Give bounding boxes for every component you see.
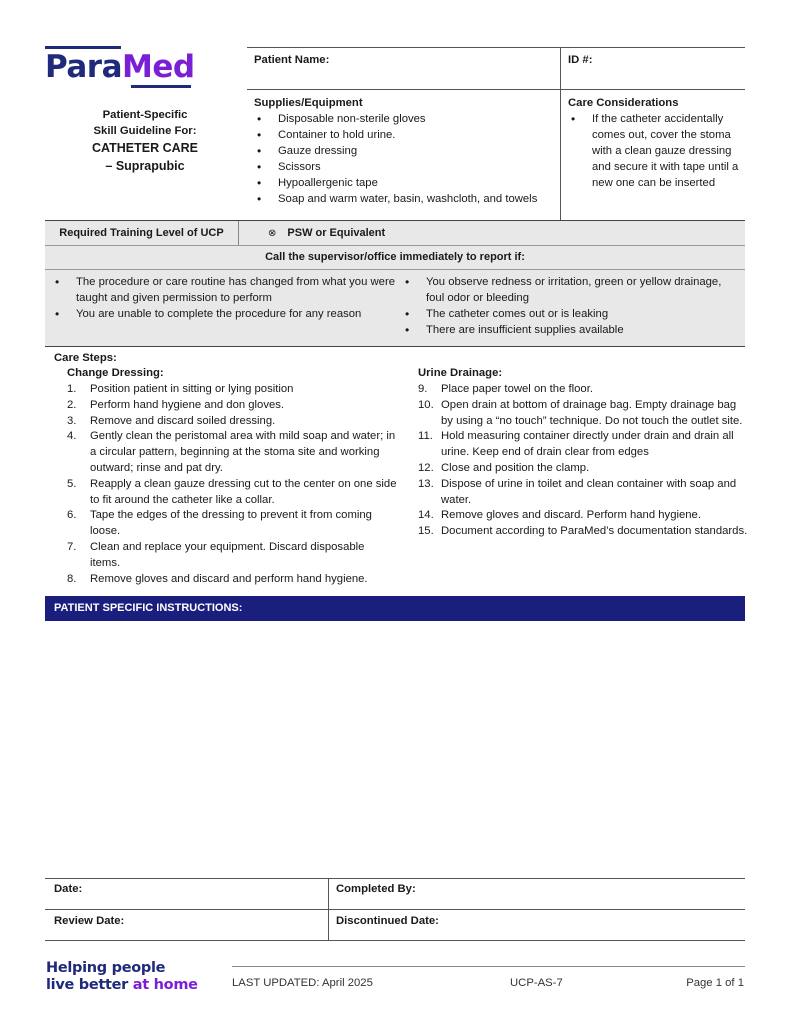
tagline-line2 — [46, 977, 198, 994]
step-text: Reapply a clean gauze dressing cut to the center on one side to fit around the catheter like a collar. — [90, 477, 397, 506]
table-border-top — [247, 47, 745, 48]
step-number: 5. — [67, 477, 77, 490]
step-text: Document according to ParaMed’s documentation standards. — [441, 525, 748, 538]
discontinued-date-field[interactable]: Discontinued Date: — [336, 915, 439, 927]
supplies-title: Supplies/Equipment — [254, 97, 363, 109]
step-text: Remove gloves and discard. Perform hand hygiene. — [441, 509, 701, 522]
training-level-label: Required Training Level of UCP — [59, 227, 224, 239]
patient-specific-instructions-header: PATIENT SPECIFIC INSTRUCTIONS: — [45, 596, 745, 621]
step-item — [418, 398, 748, 430]
step-item — [418, 524, 748, 540]
step-text: Perform hand hygiene and don gloves. — [90, 398, 285, 411]
step-text: Dispose of urine in toilet and clean container with soap and water. — [441, 477, 737, 506]
step-item — [67, 540, 397, 572]
step-text: Open drain at bottom of drainage bag. Empty drainage bag by using a “no touch” technique. Do not touch the outlet site. — [441, 398, 743, 427]
change-dressing-title: Change Dressing: — [67, 367, 164, 379]
band-border-bottom — [45, 346, 745, 347]
step-text: Clean and replace your equipment. Discard disposable items. — [90, 540, 365, 569]
step-number: 9. — [418, 383, 428, 395]
skill-title-line2: Skill Guideline For: — [93, 125, 197, 137]
tagline-line1: Helping people — [46, 960, 166, 976]
completed-by-field[interactable]: Completed By: — [336, 883, 416, 895]
step-number: 14. — [418, 509, 434, 522]
tagline-part-b: at home — [132, 977, 198, 993]
logo-bar-bottom — [131, 85, 191, 88]
document-code: UCP-AS-7 — [510, 977, 563, 989]
supply-item: • Container to hold urine. — [254, 127, 559, 143]
report-item: • You observe redness or irritation, green or yellow drainage, foul odor or bleeding — [402, 274, 742, 306]
skill-title-line1: Patient-Specific — [102, 109, 188, 121]
step-item — [67, 429, 397, 476]
supplies-section — [254, 96, 559, 207]
report-title: Call the supervisor/office immediately to report if: — [265, 251, 525, 263]
step-item — [418, 477, 748, 509]
step-number: 13. — [418, 477, 434, 490]
urine-drainage-steps — [418, 382, 748, 540]
step-text: Remove gloves and discard and perform hand hygiene. — [90, 572, 368, 585]
step-item — [67, 382, 397, 398]
step-number: 6. — [67, 509, 77, 522]
step-text: Gently clean the peristomal area with mild soap and water; in a circular pattern, beginning at the stoma site and working outward; rinse and pat dry. — [90, 430, 396, 474]
step-number: 7. — [67, 540, 77, 553]
step-number: 1. — [67, 383, 77, 395]
change-dressing-steps — [67, 382, 397, 587]
report-item: • There are insufficient supplies available — [402, 322, 742, 338]
care-steps-title: Care Steps: — [54, 352, 117, 364]
step-number: 10. — [418, 398, 434, 411]
patient-id-label: ID #: — [568, 54, 593, 66]
step-text: Close and position the clamp. — [441, 461, 590, 474]
report-conditions-right — [402, 274, 742, 338]
care-consideration-item: • If the catheter accidentally comes out, cover the stoma with a clean gauze dressing and secure it with tape until a new one can be inserted — [568, 111, 744, 191]
logo-wordmark — [45, 50, 195, 84]
step-item — [67, 508, 397, 540]
patient-id-field[interactable] — [568, 54, 592, 66]
supply-item: • Scissors — [254, 159, 559, 175]
report-conditions-left — [52, 274, 397, 322]
date-field[interactable]: Date: — [54, 883, 83, 895]
step-text: Tape the edges of the dressing to prevent it from coming loose. — [90, 509, 372, 538]
step-number: 2. — [67, 398, 77, 411]
supply-item: • Hypoallergenic tape — [254, 175, 559, 191]
logo-para: Para — [45, 49, 123, 85]
report-title-border — [45, 269, 745, 270]
care-considerations-section — [568, 96, 744, 191]
step-item — [418, 461, 748, 477]
step-item — [418, 508, 748, 524]
step-text: Position patient in sitting or lying position — [90, 383, 294, 395]
table-divider-vertical — [560, 47, 561, 221]
care-considerations-title: Care Considerations — [568, 97, 679, 109]
step-number: 4. — [67, 430, 77, 443]
step-number: 8. — [67, 572, 77, 585]
patient-specific-instructions-area[interactable] — [45, 621, 745, 876]
patient-name-label: Patient Name: — [254, 54, 330, 66]
tagline-part-a: live better — [46, 977, 133, 993]
skill-title-subtype: – Suprapubic — [105, 159, 185, 173]
training-level-text: PSW or Equivalent — [287, 227, 386, 239]
step-number: 11. — [418, 430, 433, 443]
step-number: 12. — [418, 461, 434, 474]
report-item: • The procedure or care routine has changed from what you were taught and given permission to perform — [52, 274, 397, 306]
step-item — [67, 572, 397, 588]
signoff-border-bottom — [45, 940, 745, 941]
signoff-border-top — [45, 878, 745, 879]
step-item — [418, 382, 748, 398]
skill-guideline-title — [45, 107, 245, 175]
step-text: Hold measuring container directly under drain and drain all urine. Keep end of drain clear from edges — [441, 430, 734, 459]
last-updated: LAST UPDATED: April 2025 — [232, 977, 373, 989]
step-item — [67, 477, 397, 509]
logo-med: Med — [122, 49, 195, 85]
paramed-logo — [45, 46, 195, 90]
training-divider — [238, 221, 239, 245]
step-item — [67, 398, 397, 414]
report-item: • You are unable to complete the procedure for any reason — [52, 306, 397, 322]
skill-title-procedure: CATHETER CARE — [91, 141, 199, 155]
step-item — [418, 429, 748, 461]
review-date-field[interactable]: Review Date: — [54, 915, 125, 927]
step-text: Place paper towel on the floor. — [441, 383, 593, 395]
supply-item: • Soap and warm water, basin, washcloth, and towels — [254, 191, 559, 207]
step-number: 3. — [67, 414, 77, 427]
step-item — [67, 414, 397, 430]
table-border-mid — [247, 89, 745, 90]
page-number: Page 1 of 1 — [686, 977, 744, 989]
signoff-border-mid — [45, 909, 745, 910]
supplies-list — [254, 111, 559, 207]
circled-x-icon: ⊗ — [268, 228, 277, 239]
footer-rule — [232, 966, 745, 967]
supply-item: • Disposable non-sterile gloves — [254, 111, 559, 127]
training-level-value — [268, 221, 385, 245]
care-considerations-list — [568, 111, 744, 191]
urine-drainage-title: Urine Drainage: — [418, 367, 503, 379]
supply-item: • Gauze dressing — [254, 143, 559, 159]
report-list-right — [402, 274, 742, 338]
report-item: • The catheter comes out or is leaking — [402, 306, 742, 322]
report-list-left — [52, 274, 397, 322]
step-text: Remove and discard soiled dressing. — [90, 414, 276, 427]
tagline — [46, 960, 198, 994]
step-number: 15. — [418, 525, 434, 538]
signoff-divider — [328, 878, 329, 940]
patient-name-field[interactable] — [254, 54, 329, 66]
